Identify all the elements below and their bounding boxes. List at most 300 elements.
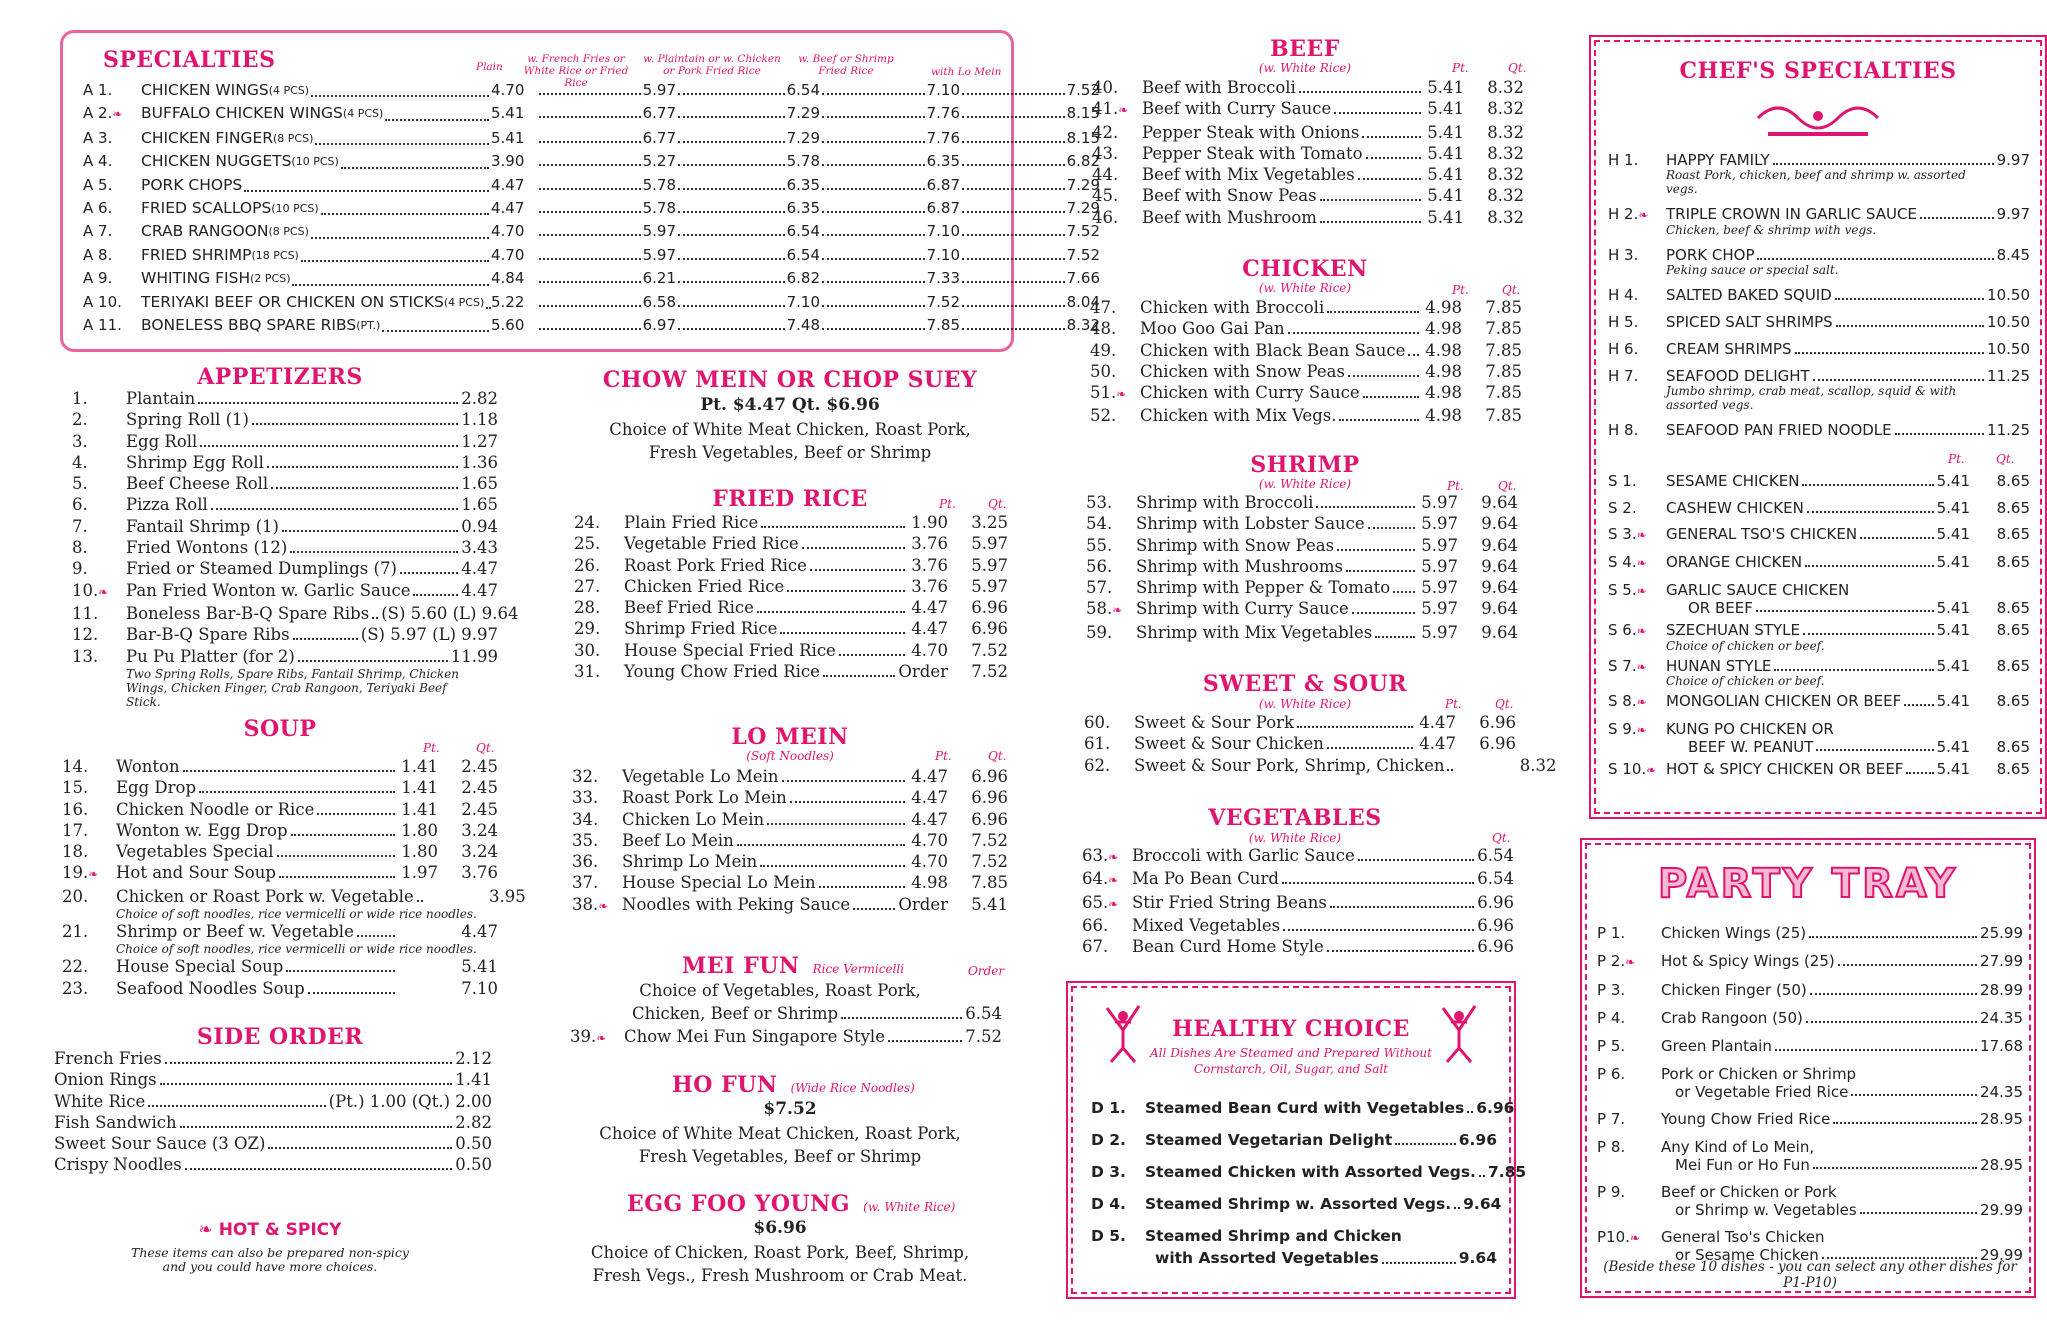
code-text: S 10. [1608,759,1647,778]
pupu-note: Two Spring Rolls, Spare Ribs, Fantail Shrimp, Chicken Wings, Chicken Finger, Crab Rangoon, Teriyaki Beef Stick. [126,666,460,709]
price-pt: 5.41 [1427,143,1464,163]
price: 5.97 [642,245,676,264]
item-code: A 5. [83,175,113,194]
price: 7.48 [786,316,820,335]
item-code [1092,122,1142,143]
item-name: Pepper Steak with Onions [1142,122,1360,142]
price-cell [820,127,960,150]
leader-dots [1348,375,1419,377]
price: 10.50 [1987,340,2030,358]
ho-fun-desc1: Choice of White Meat Chicken, Roast Pork, [599,1124,961,1143]
menu-item [572,809,1008,830]
price: 8.32 [1066,316,1100,335]
leader-dots [822,116,925,118]
chow-mein-desc1: Choice of White Meat Chicken, Roast Pork, [609,420,971,439]
price-qt: 8.32 [1487,122,1524,142]
leader-dots [165,1062,453,1064]
code-text: 12. [72,625,99,645]
item-code [572,894,622,917]
leader-dots [301,244,489,262]
chef-item [1608,310,2030,334]
menu-item [54,1154,492,1175]
leader-dots [737,844,905,846]
price: 9.97 [1996,205,2030,223]
leader-dots [1352,612,1415,614]
party-tray-title: PARTY TRAY [1658,861,1958,907]
menu-item [1090,297,1522,318]
price-qt: 9.64 [1481,514,1518,534]
price-cell [820,197,960,220]
leader-dots [268,1147,452,1149]
leader-dots [1835,298,1984,300]
menu-item [1082,915,1514,936]
price: 5.78 [786,152,820,171]
leader-dots [539,211,641,213]
price: 7.52 [1066,81,1100,99]
item-name-cell [141,267,491,290]
item-code [574,640,624,661]
item-name: GENERAL TSO'S CHICKEN [1666,525,1858,544]
code-text: 38. [572,894,599,914]
leader-dots [962,164,1065,166]
item-name: SALTED BAKED SQUID [1666,286,1832,304]
chefs-qt: Qt. [1996,452,2015,466]
leader-dots [1802,484,1933,486]
healthy-choice-sub1: All Dishes Are Steamed and Prepared Without [1150,1046,1432,1060]
price: 6.54 [786,81,820,99]
price-qt: 2.45 [461,778,498,798]
price-qt: 5.41 [971,894,1008,914]
chicken-title: CHICKEN [1242,256,1368,282]
item-code [1608,688,1666,716]
item-code [1608,549,1666,577]
col-beef-shrimp: w. Beef or Shrimp Fried Rice [798,53,894,77]
price-pt: 5.41 [1936,553,1970,572]
item-code [572,809,622,830]
price: 1.65 [461,474,498,494]
lo-mein-qt: Qt. [988,749,1007,763]
item-name: CHICKEN FINGER [141,128,274,147]
leader-dots [1330,906,1474,908]
hot-pepper-icon: ❧ [198,1220,213,1240]
item-name2: with Assorted Vegetables [1155,1249,1379,1267]
price-cell [491,102,537,125]
price-qt: 8.65 [1996,620,2030,639]
leader-dots [1337,549,1415,551]
item-name: White Rice [54,1091,146,1111]
code-text: 52. [1090,406,1117,426]
price: 6.77 [642,104,676,123]
item-code [1608,243,1666,267]
leader-dots [357,935,395,937]
leader-dots [539,328,641,330]
egg-foo-young-price: $6.96 [753,1218,807,1238]
price-qt: 5.97 [971,555,1008,575]
price-pt: 5.97 [1421,556,1458,576]
price-qt: 2.45 [461,799,498,819]
leader-dots [298,660,448,662]
fried-rice-title: FRIED RICE [712,486,868,512]
vegetables-qt: Qt. [1492,831,1511,845]
code-text: 60. [1084,713,1111,732]
price: 24.35 [1980,1083,2023,1101]
code-text: 29. [574,619,601,639]
price-pt: 4.70 [911,830,948,850]
price: 9.64 [1458,1249,1497,1267]
hot-pepper-icon: ❧ [1108,850,1119,864]
item-code [72,494,126,515]
leader-dots [539,234,641,236]
specialty-row [83,102,1100,126]
menu-item [72,646,498,667]
item-code [574,555,624,576]
chef-item [1608,468,2030,495]
hot-pepper-icon: ❧ [1636,659,1647,674]
price-qt: 8.65 [1996,525,2030,544]
price: (S) 5.97 (L) 9.97 [360,625,498,645]
price-cell [491,267,537,290]
menu-item [72,431,498,452]
item-note: Choice of soft noodles, rice vermicelli or wide rice noodles. [116,907,477,922]
item-code [1608,577,1666,605]
code-text: 40. [1092,78,1119,97]
item-name: Shrimp or Beef w. Vegetable [116,922,354,942]
price-pt: 4.98 [1425,298,1462,317]
item-name-line2 [1666,599,2030,617]
leader-dots [678,328,785,330]
item-code [72,537,126,558]
specialties-title: SPECIALTIES [103,47,276,73]
item-name: SPICED SALT SHRIMPS [1666,313,1833,331]
item-name: Shrimp with Pepper & Tomato [1136,578,1391,598]
price: 6.82 [786,269,820,288]
item-name: Young Chow Fried Rice [1661,1110,1831,1128]
item-name: Plain Fried Rice [624,513,759,532]
item-name: Spring Roll (1) [126,410,249,430]
item-name: CASHEW CHICKEN [1666,498,1804,517]
item-code: D 1. [1091,1099,1126,1117]
item-name: Hot & Spicy Wings (25) [1661,952,1835,970]
code-text: P 7. [1597,1110,1626,1128]
mei-fun-order: Order [968,964,1005,978]
leader-dots [822,258,925,260]
item-code [1608,148,1666,172]
menu-item [574,512,1008,533]
price: 7.52 [1066,245,1100,264]
leader-dots [962,211,1065,213]
menu-item [54,1069,492,1090]
item-name: Shrimp with Curry Sauce [1136,599,1349,619]
price-pt: 4.47 [1419,713,1456,732]
price-cell [820,174,960,197]
item-name: Bean Curd Home Style [1132,937,1324,957]
code-text: S 9. [1608,719,1637,738]
leader-dots [678,258,785,260]
item-name: Wonton [116,757,180,776]
item-name: BUFFALO CHICKEN WINGS [141,104,343,123]
price-pt: Order [898,894,948,914]
leader-dots [413,594,458,596]
menu-item [72,624,498,645]
beef-sub: (w. White Rice) [1258,61,1352,75]
price: 0.94 [461,516,498,536]
item-name: FRIED SHRIMP [141,245,252,264]
item-code [1090,382,1140,405]
code-text: S 4. [1608,553,1637,572]
price-qt: 9.64 [1481,599,1518,619]
leader-dots [539,305,641,307]
leader-dots [757,611,905,613]
price-pt: 4.98 [1425,406,1462,426]
menu-item [572,766,1008,787]
item-note: (10 PCS) [271,202,319,216]
item-name-cell [141,102,491,125]
price-cell [491,220,537,243]
leader-dots [1860,1201,1977,1214]
item-code [1608,716,1666,744]
code-text: P 1. [1597,924,1626,942]
price-qt: 8.65 [1996,656,2030,675]
leader-dots [198,402,458,404]
leader-dots [1833,1122,1977,1124]
price: 5.41 [491,128,525,147]
item-name-cell [141,197,491,220]
healthy-item [1091,1092,1515,1124]
price-cell [820,267,960,290]
item-code [1608,364,1666,388]
price-qt: 8.32 [1487,165,1524,185]
code-text: 23. [62,978,89,998]
price-qt: 9.64 [1481,578,1518,598]
item-name: Shrimp with Mushrooms [1136,556,1343,576]
vegetables-list [1082,845,1514,957]
item-name: Sweet & Sour Pork [1134,713,1295,732]
leader-dots [1366,157,1421,159]
price-cell [676,79,820,102]
price-cell [491,197,537,220]
code-text: H 5. [1608,313,1639,331]
col-plain: Plain [476,61,503,73]
item-name: Wonton w. Egg Drop [116,820,288,840]
leader-dots [252,423,458,425]
item-note: Jumbo shrimp, crab meat, scallop, squid & with assorted vegs. [1666,384,1957,412]
party-item [1597,1178,2023,1223]
menu-item [574,640,1008,661]
chefs-s-list [1608,468,2030,784]
code-text: 34. [572,809,599,829]
item-code [1608,283,1666,307]
leader-dots [286,970,395,972]
leader-dots [180,1126,453,1128]
vegetables-title: VEGETABLES [1208,805,1382,831]
code-text: 41. [1092,99,1119,119]
leader-dots [539,188,641,190]
item-name: Steamed Chicken with Assorted Vegs. [1145,1163,1476,1181]
item-note: (PT.) [356,319,381,333]
specialty-row [83,197,1100,220]
item-code [1086,622,1136,643]
sweet-sour-pt: Pt. [1445,697,1462,711]
menu-item [62,841,498,862]
chef-item [1608,577,2030,617]
price: 6.35 [926,152,960,171]
hot-pepper-icon: ❧ [1108,896,1119,911]
code-text: 4. [72,452,88,472]
leader-dots [292,267,489,285]
code-text: 31. [574,662,601,682]
item-code [1082,915,1132,936]
price: 7.10 [786,292,820,311]
price-cell [676,291,820,314]
chef-item [1608,549,2030,577]
price-cell [820,220,960,243]
price-qt: 7.85 [1485,361,1522,381]
price-pt: 5.41 [1936,472,1970,490]
price: (Pt.) 1.00 (Qt.) 2.00 [328,1091,492,1111]
menu-item [1090,361,1522,382]
code-text: 22. [62,957,89,977]
code-text: 25. [574,534,601,554]
specialty-row [83,174,1100,197]
code-text: 51. [1090,383,1117,403]
item-name: Beef with Broccoli [1142,78,1296,97]
price-cell [960,314,1100,337]
price: 8.45 [1996,246,2030,264]
hot-pepper-icon: ❧ [1108,873,1119,888]
price-qt: 6.96 [971,767,1008,786]
soup-qt-label: Qt. [476,741,495,755]
chef-item [1608,418,2030,442]
item-name: Beef Cheese Roll [126,474,269,494]
price-cell [820,79,960,102]
menu-item-39: 39.❧ Chow Mei Fun Singapore Style 7.52 [570,1027,1002,1046]
item-code: A 4. [83,152,113,171]
item-name: Beef Lo Mein [622,830,734,850]
price-pt: 5.41 [1427,99,1464,119]
menu-item [1084,712,1516,733]
beef-list [1092,77,1524,228]
price: 6.96 [1458,1131,1497,1149]
leader-dots [1339,419,1419,421]
item-name2: OR BEEF [1688,598,1753,617]
egg-foo-young-desc1: Choice of Chicken, Roast Pork, Beef, Shrimp, [590,1243,970,1262]
leader-dots [822,93,925,95]
item-name: House Special Fried Rice [624,640,836,660]
item-name: PORK CHOPS [141,175,243,194]
price: 6.54 [786,222,820,241]
price-qt: 9.64 [1481,556,1518,576]
item-name: Chicken with Curry Sauce [1140,383,1360,403]
leader-dots [311,79,489,97]
healthy-item [1091,1188,1502,1220]
price-cell [537,174,676,197]
item-name: Crispy Noodles [54,1155,182,1175]
menu-item [1082,868,1514,891]
price: 10.50 [1987,313,2030,331]
leader-dots [539,141,641,143]
item-code [1608,337,1666,361]
specialty-row [83,314,1100,337]
leader-dots [678,281,785,283]
chicken-sub: (w. White Rice) [1258,281,1352,295]
chef-item [1608,495,2030,522]
price: 7.85 [926,316,960,335]
price-pt: 4.98 [911,873,948,893]
item-name: PORK CHOP [1666,246,1755,264]
spacer [1608,442,2030,445]
leader-dots [839,654,905,656]
price-qt: 7.85 [1485,383,1522,403]
hot-pepper-icon: ❧ [112,107,123,122]
specialty-row [83,220,1100,243]
price: 7.66 [1066,269,1100,288]
price-qt: 8.32 [1487,99,1524,119]
price: 1.41 [455,1070,492,1090]
leader-dots [678,164,785,166]
item-code: A 7. [83,222,113,241]
code-text: 5. [72,474,88,494]
price-qt: 8.65 [1996,759,2030,778]
item-code: A 3. [83,128,113,147]
leader-dots [1773,163,1994,165]
menu-item [1082,845,1514,868]
item-code [574,618,624,639]
hot-pepper-icon: ❧ [1638,208,1649,222]
price-qt: 9.64 [1481,535,1518,555]
menu-item [1092,98,1524,121]
price: 3.90 [491,152,525,171]
leader-dots [385,102,489,120]
ho-fun-desc2: Fresh Vegetables, Beef or Shrimp [638,1147,922,1166]
price-qt: 8.65 [1996,598,2030,617]
menu-item [62,777,498,798]
chef-item [1608,521,2030,549]
leader-dots [678,116,785,118]
healthy-item [1091,1220,1497,1269]
hot-pepper-icon: ❧ [1636,528,1647,543]
item-code [1608,495,1666,522]
menu-item [62,886,526,907]
hot-pepper-icon: ❧ [98,584,109,599]
item-name: House Special Soup [116,957,284,977]
side-order-title: SIDE ORDER [196,1024,364,1050]
item-name-cell [141,79,491,102]
hot-pepper-icon: ❧ [1636,695,1647,710]
leader-dots [1297,726,1413,728]
price-pt: 4.98 [1425,319,1462,339]
item-name: WHITING FISH [141,269,251,288]
leader-dots [962,328,1065,330]
lo-mein-pt: Pt. [935,749,952,763]
price: 7.29 [1066,199,1100,218]
item-name: Chicken Fried Rice [624,576,785,596]
item-name-line2 [1661,1083,2023,1101]
menu-item [1092,207,1524,228]
specialty-row [83,150,1100,173]
item-name-cell [141,291,491,314]
code-text: P 2. [1597,952,1626,970]
menu-item [54,1091,492,1112]
leader-dots [962,305,1065,307]
price: 6.77 [642,128,676,147]
code-text: 36. [572,852,599,872]
code-text: P10. [1597,1228,1630,1246]
item-name: Boneless Bar-B-Q Spare Ribs [126,603,370,623]
item-name2: or Sesame Chicken [1675,1246,1819,1264]
item-name-cell [141,174,491,197]
price-cell [537,244,676,267]
price: 7.85 [1487,1163,1527,1181]
